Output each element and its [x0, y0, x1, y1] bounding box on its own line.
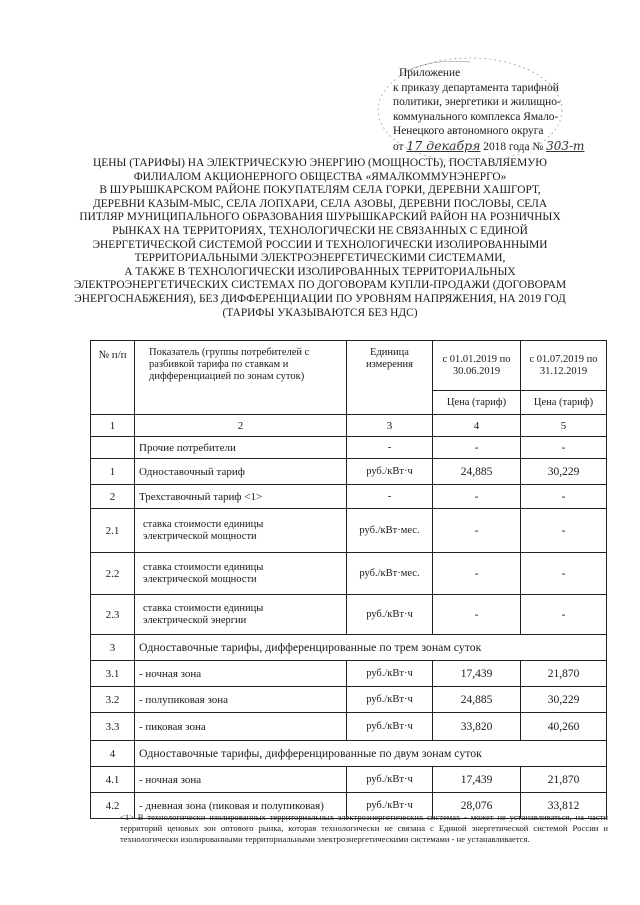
row-unit: руб./кВт·мес. — [347, 509, 433, 553]
appendix-line: политики, энергетики и жилищно- — [393, 96, 561, 109]
row-value-period-2: 40,260 — [521, 713, 607, 741]
row-number: 2.2 — [91, 553, 135, 595]
row-number: 1 — [91, 459, 135, 485]
row-unit: руб./кВт·ч — [347, 459, 433, 485]
section-title: Одноставочные тарифы, дифференцированные по двум зонам суток — [135, 741, 607, 767]
row-number: 3.1 — [91, 661, 135, 687]
row-value-period-1: 17,439 — [433, 767, 521, 793]
table-row — [91, 767, 607, 793]
row-value-period-1: 24,885 — [433, 687, 521, 713]
row-value-period-1: 28,076 — [433, 793, 521, 819]
header-price-2: Цена (тариф) — [521, 391, 607, 415]
title-line: ЭНЕРГОСНАБЖЕНИЯ), БЕЗ ДИФФЕРЕНЦИАЦИИ ПО УРОВНЯМ НАПРЯЖЕНИЯ, НА 2019 ГОД — [74, 292, 566, 305]
row-value-period-1: 33,820 — [433, 713, 521, 741]
row-number: 2 — [91, 485, 135, 509]
row-indicator: ставка стоимости единицы электрической мощности — [135, 509, 347, 553]
column-number-row — [91, 415, 607, 437]
title-line: ДЕРЕВНИ КАЗЫМ-МЫС, СЕЛА ЛОПХАРИ, СЕЛА АЗОВЫ, ДЕРЕВНИ ПОСЛОВЫ, СЕЛА — [92, 197, 548, 210]
column-number: 2 — [135, 415, 347, 437]
row-unit: руб./кВт·ч — [347, 687, 433, 713]
title-line: ФИЛИАЛОМ АКЦИОНЕРНОГО ОБЩЕСТВА «ЯМАЛКОММУНЭНЕРГО» — [133, 170, 507, 183]
header-period-1: с 01.01.2019 по 30.06.2019 — [433, 341, 521, 391]
row-value-period-2: 30,229 — [521, 687, 607, 713]
row-unit: руб./кВт·ч — [347, 661, 433, 687]
row-value-period-2: - — [521, 509, 607, 553]
row-number: 2.1 — [91, 509, 135, 553]
title-line: ЦЕНЫ (ТАРИФЫ) НА ЭЛЕКТРИЧЕСКУЮ ЭНЕРГИЮ (МОЩНОСТЬ), ПОСТАВЛЯЕМУЮ — [93, 157, 547, 169]
row-unit: руб./кВт·ч — [347, 793, 433, 819]
document-title — [60, 157, 580, 320]
appendix-line: к приказу департамента тарифной — [393, 81, 559, 94]
row-value-period-1: - — [433, 437, 521, 459]
row-value-period-2: 21,870 — [521, 767, 607, 793]
row-indicator: ставка стоимости единицы электрической энергии — [135, 595, 347, 635]
table-row — [91, 595, 607, 635]
row-value-period-1: - — [433, 509, 521, 553]
table-row — [91, 713, 607, 741]
row-indicator: - ночная зона — [135, 767, 347, 793]
row-indicator: - дневная зона (пиковая и полупиковая) — [135, 793, 347, 819]
footnote — [84, 812, 608, 845]
row-indicator: Одноставочный тариф — [135, 459, 347, 485]
table-row — [91, 661, 607, 687]
table-row — [91, 741, 607, 767]
tariff-table — [90, 340, 607, 819]
row-indicator: - пиковая зона — [135, 713, 347, 741]
table-header-row — [91, 341, 607, 391]
table-row — [91, 635, 607, 661]
row-indicator: Прочие потребители — [135, 437, 347, 459]
row-indicator: Трехставочный тариф <1> — [135, 485, 347, 509]
row-unit: руб./кВт·ч — [347, 713, 433, 741]
header-price-1: Цена (тариф) — [433, 391, 521, 415]
footnote-text: <1> В технологически изолированных территориальных электроэнергетических системах - может не устанавливаться, на части территорий ценовых зон оптового рынка, которая технологически не связана с Единой энергетической системой России и технологически изолированными территориальными электроэнергетическими системами - не устанавливается. — [120, 812, 608, 844]
row-value-period-2: 33,812 — [521, 793, 607, 819]
table-row — [91, 437, 607, 459]
handwritten-number: 303-т — [546, 138, 585, 153]
column-number: 1 — [91, 415, 135, 437]
section-title: Одноставочные тарифы, дифференцированные по трем зонам суток — [135, 635, 607, 661]
row-unit: - — [347, 437, 433, 459]
row-number: 3.2 — [91, 687, 135, 713]
appendix-line: коммунального комплекса Ямало- — [393, 110, 559, 123]
header-unit: Единица измерения — [347, 341, 433, 415]
table-row — [91, 687, 607, 713]
row-indicator: ставка стоимости единицы электрической мощности — [135, 553, 347, 595]
row-number: 2.3 — [91, 595, 135, 635]
row-indicator: - ночная зона — [135, 661, 347, 687]
row-value-period-1: 17,439 — [433, 661, 521, 687]
row-value-period-2: 30,229 — [521, 459, 607, 485]
appendix-block — [393, 66, 633, 155]
row-value-period-1: - — [433, 485, 521, 509]
row-indicator: - полупиковая зона — [135, 687, 347, 713]
title-line: В ШУРЫШКАРСКОМ РАЙОНЕ ПОКУПАТЕЛЯМ СЕЛА ГОРКИ, ДЕРЕВНИ ХАШГОРТ, — [99, 184, 541, 197]
row-unit: руб./кВт·ч — [347, 767, 433, 793]
row-value-period-2: - — [521, 437, 607, 459]
column-number: 3 — [347, 415, 433, 437]
row-value-period-2: 21,870 — [521, 661, 607, 687]
header-num: № п/п — [91, 341, 135, 415]
handwritten-date: 17 декабря — [406, 137, 481, 153]
title-line: ЭНЕРГЕТИЧЕСКОЙ СИСТЕМОЙ РОССИИ И ТЕХНОЛОГИЧЕСКИ ИЗОЛИРОВАННЫМИ — [92, 238, 548, 251]
title-line: (ТАРИФЫ УКАЗЫВАЮТСЯ БЕЗ НДС) — [222, 306, 418, 319]
row-unit: - — [347, 485, 433, 509]
row-value-period-2: - — [521, 595, 607, 635]
row-number: 4.2 — [91, 793, 135, 819]
header-period-2: с 01.07.2019 по 31.12.2019 — [521, 341, 607, 391]
row-number: 3.3 — [91, 713, 135, 741]
title-line: РЫНКАХ НА ТЕРРИТОРИЯХ, ТЕХНОЛОГИЧЕСКИ НЕ СВЯЗАННЫХ С ЕДИНОЙ — [112, 224, 528, 237]
row-number: 4 — [91, 741, 135, 767]
table-row — [91, 459, 607, 485]
row-value-period-2: - — [521, 553, 607, 595]
column-number: 4 — [433, 415, 521, 437]
table-row — [91, 553, 607, 595]
date-prefix: от — [393, 140, 404, 153]
row-value-period-1: 24,885 — [433, 459, 521, 485]
row-number — [91, 437, 135, 459]
row-unit: руб./кВт·мес. — [347, 553, 433, 595]
table-row — [91, 509, 607, 553]
header-indicator: Показатель (группы потребителей с разбивкой тарифа по ставкам и дифференциацией по зонам суток) — [135, 341, 347, 415]
appendix-line: Ненецкого автономного округа — [393, 125, 544, 138]
column-number: 5 — [521, 415, 607, 437]
title-line: А ТАКЖЕ В ТЕХНОЛОГИЧЕСКИ ИЗОЛИРОВАННЫХ ТЕРРИТОРИАЛЬНЫХ — [124, 265, 516, 278]
row-value-period-2: - — [521, 485, 607, 509]
title-line: ПИТЛЯР МУНИЦИПАЛЬНОГО ОБРАЗОВАНИЯ ШУРЫШКАРСКИЙ РАЙОН НА РОЗНИЧНЫХ — [79, 211, 561, 224]
row-number: 3 — [91, 635, 135, 661]
appendix-date-line — [393, 139, 633, 155]
table-body — [91, 437, 607, 819]
row-unit: руб./кВт·ч — [347, 595, 433, 635]
appendix-line: Приложение — [399, 67, 461, 79]
row-value-period-1: - — [433, 553, 521, 595]
date-suffix: 2018 года № — [483, 140, 544, 153]
row-value-period-1: - — [433, 595, 521, 635]
table-row — [91, 485, 607, 509]
row-number: 4.1 — [91, 767, 135, 793]
title-line: ЭЛЕКТРОЭНЕРГЕТИЧЕСКИХ СИСТЕМАХ ПО ДОГОВОРАМ КУПЛИ-ПРОДАЖИ (ДОГОВОРАМ — [73, 279, 567, 292]
title-line: ТЕРРИТОРИАЛЬНЫМИ ЭЛЕКТРОЭНЕРГЕТИЧЕСКИМИ СИСТЕМАМИ, — [134, 252, 506, 265]
